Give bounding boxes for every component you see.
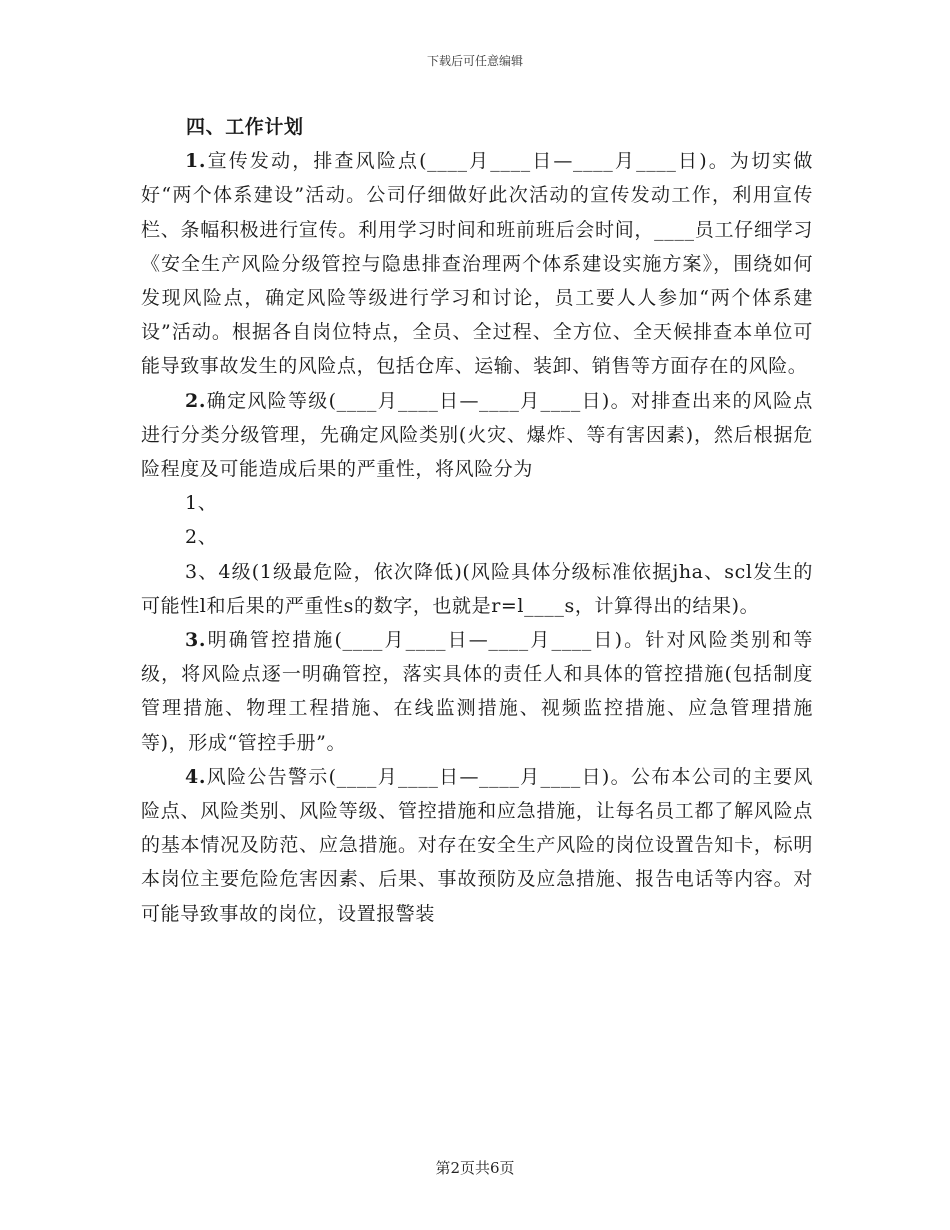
paragraph-4 [141,623,813,760]
paragraph-2 [141,384,813,487]
list-item-2: 2、 [185,526,218,549]
list-item-1: 1、 [185,492,218,515]
page-header: 下载后可任意编辑 [426,54,523,68]
paragraph-5-number: 4. [185,765,207,788]
paragraph-5 [141,760,813,931]
page-footer: 第2页共6页 [435,1159,515,1177]
paragraph-4-number: 3. [185,629,207,652]
paragraph-4-text: 明确管控措施(____月____日—____月____日)。针对风险类别和等级，将风险点逐一明确管控，落实具体的责任人和具体的管控措施(包括制度管理措施、物理工程措施、在线监测措施、视频监控措施、应急管理措施等)，形成“管控手册”。 [141,629,813,754]
paragraph-1-number: 1. [185,150,207,173]
paragraph-2-text: 确定风险等级(____月____日—____月____日)。对排查出来的风险点进行分类分级管理，先确定风险类别(火灾、爆炸、等有害因素)，然后根据危险程度及可能造成后果的严重性，将风险分为 [141,389,813,481]
paragraph-1-text: 宣传发动，排查风险点(____月____日—____月____日)。为切实做好“两个体系建设”活动。公司仔细做好此次活动的宣传发动工作，利用宣传栏、条幅积极进行宣传。利用学习时间和班前班后会时间，____员工仔细学习《安全生产风险分级管控与隐患排查治理两个体系建设实施方案》，围绕如何发现风险点，确定风险等级进行学习和讨论，员工要人人参加“两个体系建设”活动。根据各自岗位特点，全员、全过程、全方位、全天候排查本单位可能导致事故发生的风险点，包括仓库、运输、装卸、销售等方面存在的风险。 [141,150,813,378]
paragraph-5-text: 风险公告警示(____月____日—____月____日)。公布本公司的主要风险点、风险类别、风险等级、管控措施和应急措施，让每名员工都了解风险点的基本情况及防范、应急措施。对存在安全生产风险的岗位设置告知卡，标明本岗位主要危险危害因素、后果、事故预防及应急措施、报告电话等内容。对可能导致事故的岗位，设置报警装 [141,765,813,925]
paragraph-2-number: 2. [185,389,207,412]
paragraph-1 [141,144,813,383]
section-heading: 四、工作计划 [186,116,304,138]
paragraph-3: 3、4级(1级最危险，依次降低)(风险具体分级标准依据jha、scl发生的可能性l和后果的严重性s的数字，也就是r=l____s，计算得出的结果)。 [141,560,813,617]
document-body [141,110,813,931]
